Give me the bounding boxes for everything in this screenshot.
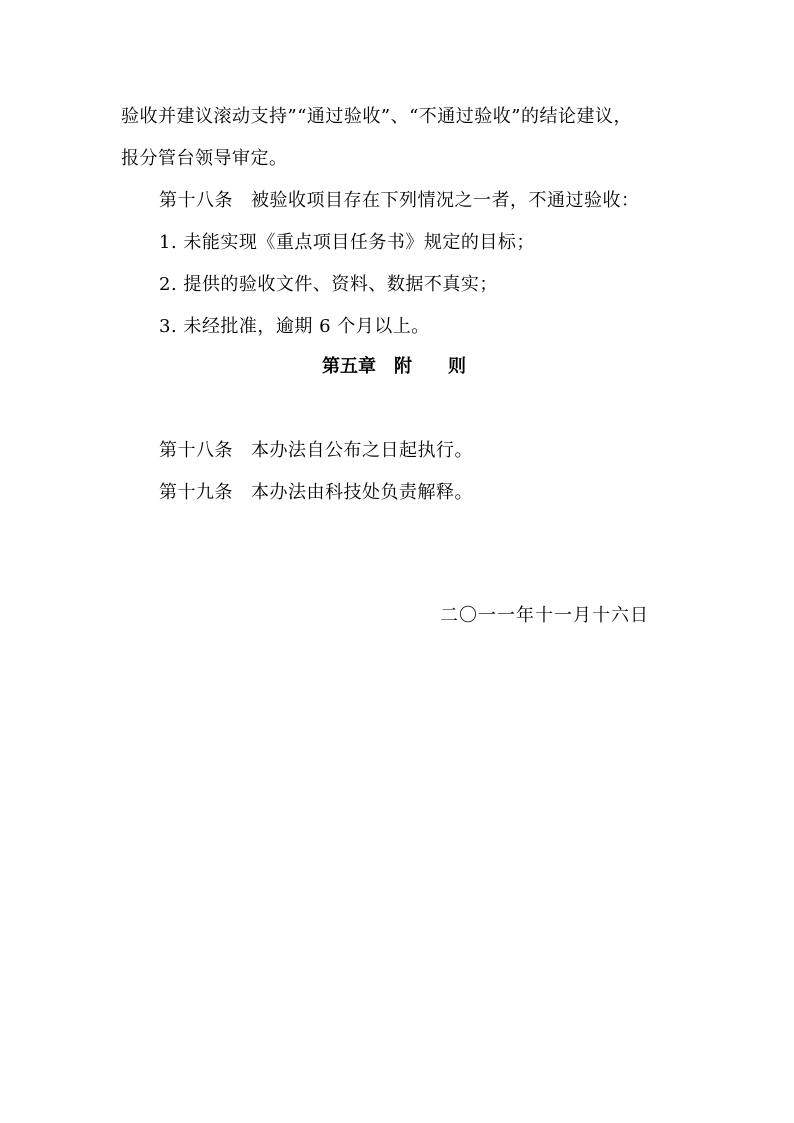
document-date: 二〇一一年十一月十六日 (440, 605, 649, 626)
article-label: 第十九条 (159, 482, 233, 503)
article-18 (159, 189, 640, 213)
list-item: 1. 未能实现《重点项目任务书》规定的目标； (159, 232, 535, 253)
article-18b (159, 439, 473, 463)
paragraph-text: 验收并建议滚动支持”“通过验收”、“不通过验收”的结论建议， (121, 106, 633, 127)
article-text: 本办法由科技处负责解释。 (251, 482, 473, 503)
chapter-heading: 第五章 附 则 (322, 356, 466, 377)
article-text: 本办法自公布之日起执行。 (251, 440, 473, 461)
article-label: 第十八条 (159, 440, 233, 461)
article-label: 第十八条 (159, 190, 233, 211)
list-item: 2. 提供的验收文件、资料、数据不真实； (159, 274, 498, 295)
article-text: 被验收项目存在下列情况之一者，不通过验收： (251, 190, 640, 211)
article-19 (159, 481, 473, 505)
list-item: 3. 未经批准，逾期 6 个月以上。 (159, 316, 430, 337)
paragraph-text: 报分管台领导审定。 (121, 148, 288, 169)
